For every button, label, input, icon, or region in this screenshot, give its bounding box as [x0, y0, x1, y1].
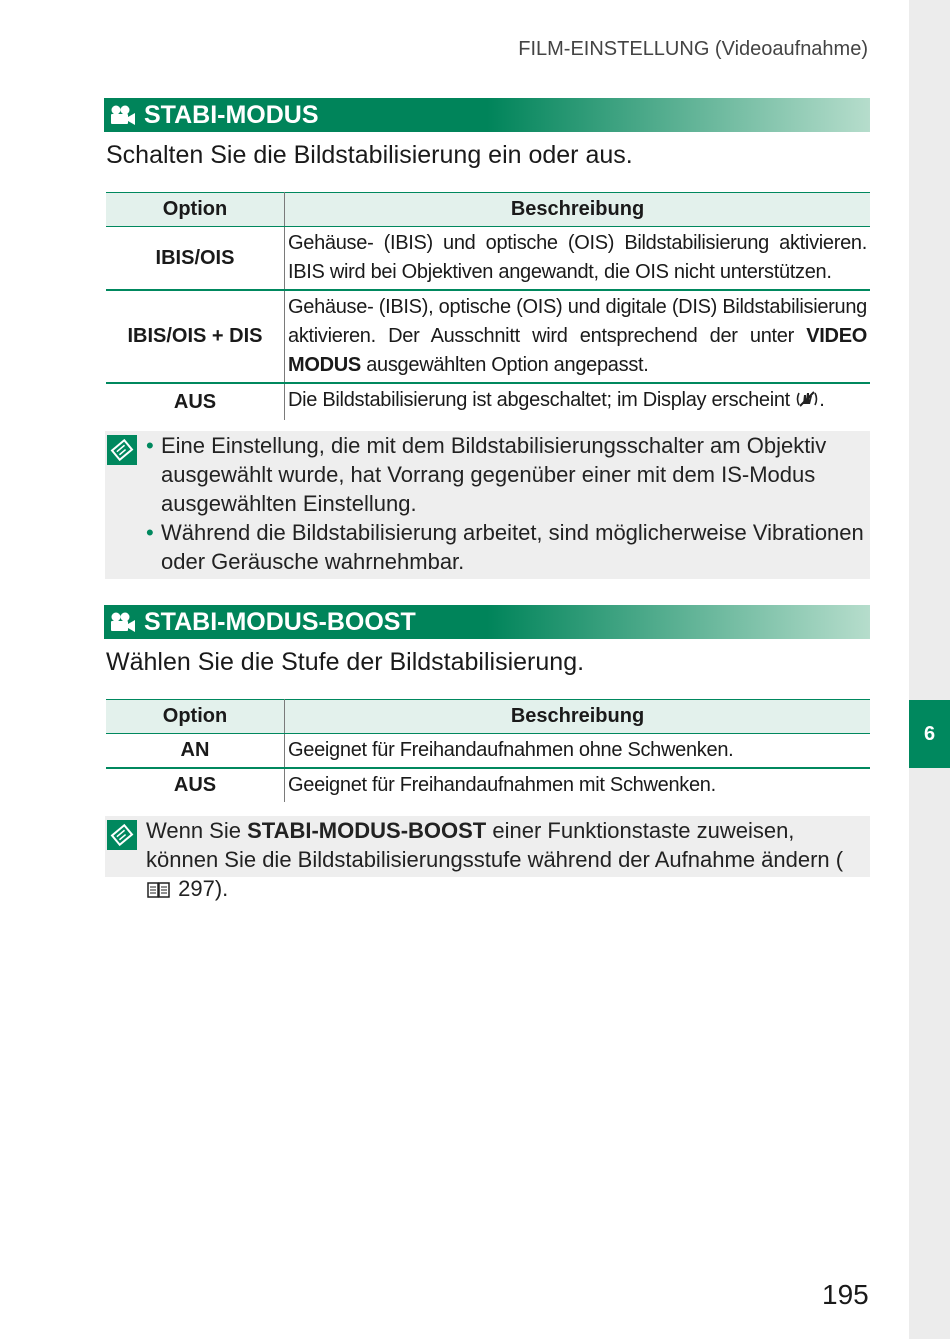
table-row [106, 734, 870, 769]
note-text-part: einer Funktionstaste zuweisen, können Sie die Bildstabilisierungsstufe während der Aufnahme ändern ( [146, 818, 844, 872]
option-name: AUS [106, 768, 285, 802]
bullet-icon: • [146, 433, 154, 458]
note-text-part: ). [214, 876, 229, 901]
desc-text: . [819, 389, 825, 411]
option-description [285, 383, 871, 420]
options-table [106, 192, 870, 420]
option-description: Geeignet für Freihandaufnahmen mit Schwenken. [288, 774, 716, 796]
bullet-text: Eine Einstellung, die mit dem Bildstabilisierungsschalter am Objektiv ausgewählt wurde, hat Vorrang gegenüber einer mit dem IS-Modus ausgewählten Einstellung. [161, 433, 827, 516]
table-row [106, 290, 870, 383]
table-row [106, 227, 870, 291]
option-name: AUS [106, 383, 285, 420]
chapter-tab-label: 6 [923, 722, 936, 745]
section-title: STABI-MODUS [144, 100, 319, 129]
section-intro: Wählen Sie die Stufe der Bildstabilisierung. [106, 648, 585, 676]
note-text [105, 816, 870, 906]
running-header: FILM-EINSTELLUNG (Videoaufnahme) [518, 38, 868, 60]
movie-camera-icon [108, 611, 136, 633]
column-header-description: Beschreibung [285, 700, 871, 734]
menu-reference: STABI-MODUS-BOOST [247, 818, 487, 843]
option-name: IBIS/OIS + DIS [106, 290, 285, 383]
table-row [106, 383, 870, 420]
movie-camera-icon [108, 104, 136, 126]
section-heading-stabi-modus-boost [104, 605, 870, 639]
page-reference-link[interactable]: 297 [178, 876, 215, 901]
table-header-row [106, 700, 870, 734]
section-intro: Schalten Sie die Bildstabilisierung ein oder aus. [106, 141, 633, 169]
sidebar-strip [909, 0, 950, 1339]
options-table [106, 699, 870, 802]
book-reference-icon [146, 877, 172, 906]
section-title: STABI-MODUS-BOOST [144, 607, 416, 636]
option-description [285, 290, 871, 383]
note-text-part: Wenn Sie [146, 818, 248, 843]
note-box [105, 816, 870, 901]
table-row [106, 768, 870, 802]
desc-text: Die Bildstabilisierung ist abgeschaltet; im Display erscheint [288, 389, 796, 411]
column-header-option: Option [106, 193, 285, 227]
option-description: Geeignet für Freihandaufnahmen ohne Schwenken. [285, 734, 871, 769]
table-header-row [106, 193, 870, 227]
desc-text: ausgewählten Option angepasst. [360, 354, 649, 376]
option-description: Gehäuse- (IBIS) und optische (OIS) Bildstabilisierung aktivieren. IBIS wird bei Objektiven angewandt, die OIS nicht unterstützen. [285, 227, 871, 291]
bullet-icon: • [146, 520, 154, 545]
note-box [105, 431, 870, 579]
option-name: IBIS/OIS [106, 227, 285, 291]
note-list [105, 431, 870, 576]
list-item [105, 518, 864, 576]
chapter-tab[interactable] [909, 700, 950, 768]
desc-text: Gehäuse- (IBIS), optische (OIS) und digitale (DIS) Bildstabilisierung aktivieren. Der Ausschnitt wird entsprechend der unter [288, 296, 867, 347]
page-number: 195 [822, 1279, 869, 1310]
note-icon [107, 820, 137, 850]
column-header-option: Option [106, 700, 285, 734]
stabilization-off-icon [795, 389, 819, 418]
bullet-text: Während die Bildstabilisierung arbeitet, sind möglicherweise Vibrationen oder Geräusche wahrnehmbar. [161, 520, 864, 574]
option-name: AN [106, 734, 285, 769]
column-header-description: Beschreibung [285, 193, 871, 227]
menu-reference: VIDEO MODUS [288, 325, 867, 376]
list-item [105, 431, 864, 518]
section-heading-stabi-modus [104, 98, 870, 132]
